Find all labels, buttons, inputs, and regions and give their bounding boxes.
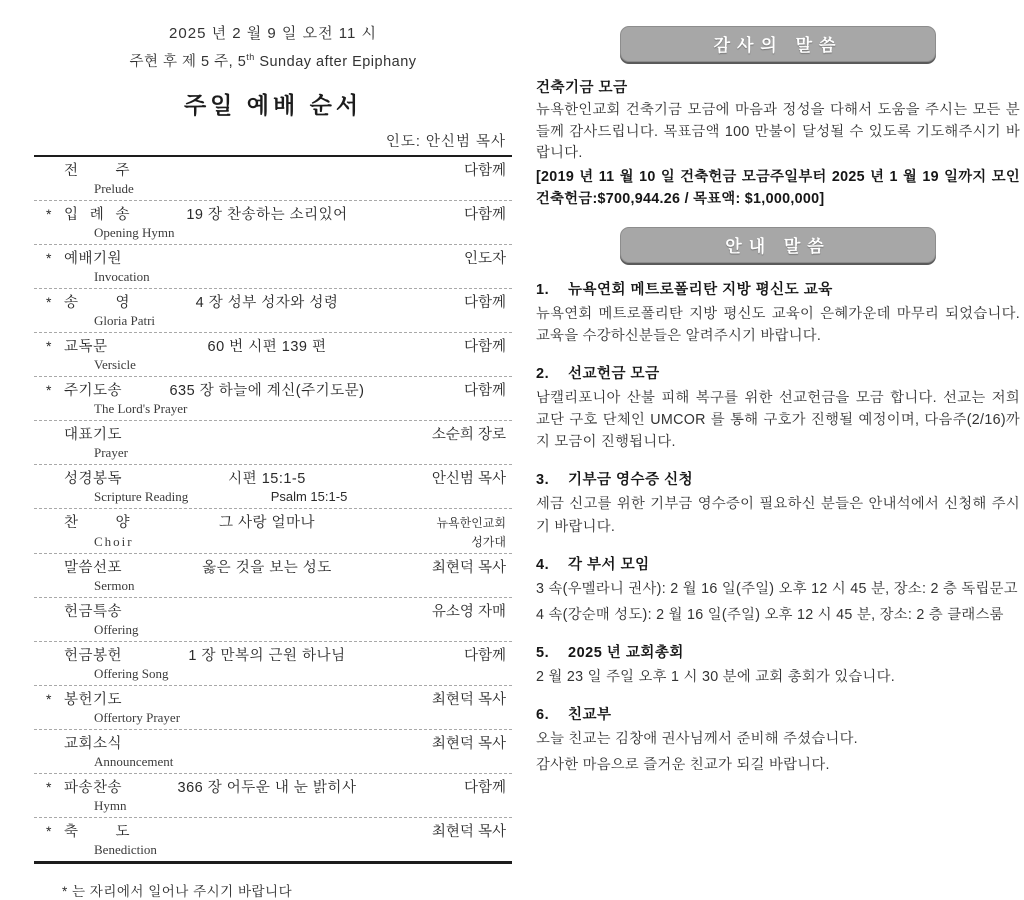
notice-item [536, 553, 1020, 626]
order-item-english: Hymn [94, 798, 127, 813]
order-item-hymn: 366 장 어두운 내 눈 밝히사 [177, 780, 357, 796]
masthead [34, 18, 512, 151]
order-item-korean: 축 도 [64, 824, 130, 840]
stand-asterisk: * [46, 206, 52, 222]
order-item-korean: 송 영 [64, 295, 130, 311]
notice-list [536, 278, 1020, 777]
order-item-english: Versicle [94, 357, 136, 372]
worship-order-row [34, 245, 512, 289]
order-item-leader: 인도자 [463, 251, 506, 267]
worship-order-row [34, 686, 512, 730]
order-item-leader: 유소영 자매 [431, 604, 506, 620]
thanks-heading: 건축기금 모금 [536, 80, 628, 96]
order-row-line1 [34, 467, 506, 488]
order-row-line1 [34, 732, 506, 753]
order-item-korean: 헌금봉헌 [64, 648, 123, 664]
worship-order-column [34, 18, 512, 900]
worship-order-row [34, 289, 512, 333]
notice-body-line: 감사한 마음으로 즐거운 친교가 되길 바랍니다. [536, 757, 830, 774]
worship-order-row [34, 201, 512, 245]
notice-number: 5. [536, 645, 550, 661]
order-item-leader: 다함께 [463, 163, 506, 179]
service-datetime: 2025 년 2 월 9 일 오전 11 시 [169, 25, 377, 42]
order-item-leader: 최현덕 목사 [431, 560, 506, 576]
order-item-korean: 봉헌기도 [64, 692, 123, 708]
order-row-line1 [34, 335, 506, 356]
notice-number: 1. [536, 281, 550, 298]
notice-title: 뉴욕연회 메트로폴리탄 지방 평신도 교육 [568, 281, 833, 298]
order-item-english: Offering [94, 622, 139, 637]
notice-item [536, 468, 1020, 537]
notice-body-line: 3 속(우멜라니 권사): 2 월 16 일(주일) 오후 12 시 45 분, 장소: 2 층 독립문고 [536, 580, 1018, 597]
order-item-hymn-sub: Psalm 15:1-5 [270, 489, 348, 504]
worship-order-row [34, 818, 512, 861]
worship-order-row [34, 157, 512, 201]
order-item-english: Gloria Patri [94, 313, 156, 328]
order-item-leader: 최현덕 목사 [431, 692, 506, 708]
order-item-english: The Lord's Prayer [94, 401, 188, 416]
week-korean: 주현 후 제 5 주, 5 [129, 54, 247, 70]
order-row-line1 [34, 423, 506, 444]
order-item-leader: 최현덕 목사 [431, 736, 506, 752]
notice-title: 친교부 [568, 707, 612, 724]
order-item-korean: 주기도송 [64, 383, 123, 399]
order-item-korean: 찬 양 [64, 515, 130, 531]
notice-heading [536, 641, 1020, 662]
order-item-hymn: 옳은 것을 보는 성도 [202, 560, 332, 576]
order-row-line2 [34, 401, 506, 417]
order-item-english: Scripture Reading [94, 489, 189, 504]
order-item-leader-sub: 성가대 [471, 535, 506, 549]
order-row-line2 [34, 710, 506, 726]
order-row-line2 [34, 445, 506, 461]
notice-number: 6. [536, 707, 550, 724]
notice-number: 2. [536, 365, 550, 382]
order-item-korean: 헌금특송 [64, 604, 123, 620]
notice-heading [536, 468, 1020, 489]
order-row-line1 [34, 291, 506, 312]
order-row-line2 [34, 842, 506, 858]
notice-item [536, 641, 1020, 688]
order-item-english: Benediction [94, 842, 157, 857]
order-row-line1 [34, 600, 506, 621]
notice-item [536, 278, 1020, 347]
worship-order-row [34, 377, 512, 421]
order-item-leader: 소순희 장로 [431, 427, 506, 443]
notice-heading [536, 362, 1020, 383]
order-row-line1 [34, 247, 506, 268]
order-item-english: Prayer [94, 445, 128, 460]
order-item-english: Offering Song [94, 666, 169, 681]
order-row-line1 [34, 556, 506, 577]
service-leader: 인도: 안신범 목사 [385, 134, 506, 150]
order-item-hymn: 60 번 시편 139 편 [207, 339, 327, 355]
order-row-line2 [34, 798, 506, 814]
order-row-line1 [34, 379, 506, 400]
building-fund-status: [2019 년 11 월 10 일 건축헌금 모금주일부터 2025 년 1 월 19 일까지 모인 건축헌금:$700,944.26 / 목표액: $1,000,000] [536, 169, 1020, 207]
order-item-english: Opening Hymn [94, 225, 175, 240]
order-item-korean: 교독문 [64, 339, 108, 355]
order-row-line1 [34, 203, 506, 224]
order-item-english: Offertory Prayer [94, 710, 181, 725]
notice-heading [536, 553, 1020, 574]
order-item-leader: 뉴욕한인교회 [436, 516, 506, 530]
order-row-line2 [34, 181, 506, 197]
order-item-leader: 다함께 [463, 339, 506, 355]
order-row-line2 [34, 578, 506, 594]
notice-heading [536, 278, 1020, 299]
worship-order-row [34, 465, 512, 509]
stand-asterisk: * [46, 779, 52, 795]
order-item-leader: 다함께 [463, 383, 506, 399]
notice-item [536, 362, 1020, 453]
week-ordinal-suffix: th [246, 52, 255, 63]
stand-asterisk: * [46, 250, 52, 266]
order-item-english: Prelude [94, 181, 134, 196]
notice-body-line: 세금 신고를 위한 기부금 영수증이 필요하신 분들은 안내석에서 신청해 주시기 바랍니다. [536, 496, 1020, 535]
notice-title: 2025 년 교회총회 [568, 645, 684, 661]
order-item-leader: 다함께 [463, 648, 506, 664]
notice-title: 각 부서 모임 [568, 556, 650, 573]
worship-order-row [34, 509, 512, 554]
stand-asterisk: * [46, 823, 52, 839]
order-item-english: Invocation [94, 269, 150, 284]
order-item-korean: 예배기원 [64, 251, 123, 267]
notice-number: 3. [536, 472, 550, 489]
order-item-korean: 성경봉독 [64, 471, 123, 487]
order-row-line1 [34, 159, 506, 180]
notice-body-line: 2 월 23 일 주일 오후 1 시 30 분에 교회 총회가 있습니다. [536, 669, 896, 685]
order-item-english: Sermon [94, 578, 135, 593]
order-item-english: Announcement [94, 754, 174, 769]
announcements-column [536, 18, 1024, 900]
order-item-leader: 다함께 [463, 207, 506, 223]
notice-body-line: 오늘 친교는 김창애 권사님께서 준비해 주셨습니다. [536, 731, 858, 748]
order-row-line2 [34, 357, 506, 373]
stand-asterisk: * [46, 338, 52, 354]
notice-item [536, 703, 1020, 776]
stand-footnote: * 는 자리에서 일어나 주시기 바랍니다 [62, 884, 293, 899]
order-row-line1 [34, 820, 506, 841]
order-row-line2 [34, 666, 506, 682]
notice-title: 선교헌금 모금 [568, 365, 660, 382]
page-title: 주일 예배 순서 [183, 92, 363, 118]
order-row-line2 [34, 533, 506, 550]
worship-order-row [34, 554, 512, 598]
thanks-banner: 감사의 말씀 [620, 26, 936, 62]
order-row-line2 [34, 622, 506, 638]
worship-order-row [34, 598, 512, 642]
order-item-leader: 최현덕 목사 [431, 824, 506, 840]
order-row-line1 [34, 511, 506, 532]
order-row-line1 [34, 776, 506, 797]
order-item-hymn: 시편 15:1-5 [228, 471, 306, 487]
order-item-hymn: 4 장 성부 성자와 성령 [195, 295, 339, 311]
order-row-line1 [34, 644, 506, 665]
thanks-body: 뉴욕한인교회 건축기금 모금에 마음과 정성을 다해서 도움을 주시는 모든 분들께 감사드립니다. 목표금액 100 만불이 달성될 수 있도록 기도해주시기 바랍니다. [536, 102, 1020, 162]
order-item-hymn: 그 사랑 얼마나 [218, 515, 316, 531]
worship-order-row [34, 642, 512, 686]
notice-title: 기부금 영수증 신청 [568, 472, 694, 489]
worship-order-row [34, 333, 512, 377]
worship-order-row [34, 774, 512, 818]
notice-number: 4. [536, 556, 550, 573]
thanks-section [536, 76, 1020, 211]
order-item-korean: 전 주 [64, 163, 130, 179]
order-item-leader: 다함께 [463, 295, 506, 311]
order-item-hymn: 635 장 하늘에 계신(주기도문) [169, 383, 365, 399]
stand-asterisk: * [46, 294, 52, 310]
order-item-korean: 입 례 송 [64, 207, 130, 223]
worship-order-table [34, 155, 512, 864]
stand-asterisk: * [46, 691, 52, 707]
liturgical-week [34, 50, 512, 71]
order-item-hymn: 1 장 만복의 근원 하나님 [188, 648, 346, 664]
order-row-line2 [34, 225, 506, 241]
notice-body-line: 4 속(강순매 성도): 2 월 16 일(주일) 오후 12 시 45 분, 장소: 2 층 클래스룸 [536, 606, 1004, 623]
notices-banner: 안내 말씀 [620, 227, 936, 263]
order-item-korean: 대표기도 [64, 427, 123, 443]
order-item-english: Choir [94, 534, 134, 549]
order-item-leader: 다함께 [463, 780, 506, 796]
order-item-leader: 안신범 목사 [431, 471, 506, 487]
order-row-line2 [34, 313, 506, 329]
order-item-hymn: 19 장 찬송하는 소리있어 [186, 207, 348, 223]
stand-asterisk: * [46, 382, 52, 398]
worship-order-row [34, 730, 512, 774]
order-row-line1 [34, 688, 506, 709]
order-row-line2 [34, 489, 506, 505]
order-item-korean: 말씀선포 [64, 560, 123, 576]
notice-body-line: 남캘리포니아 산불 피해 복구를 위한 선교헌금을 모금 합니다. 선교는 저희 교단 구호 단체인 UMCOR 를 통해 구호가 진행될 예정이며, 다음주(2/16)까지 모금이 진행됩니다. [536, 389, 1020, 451]
order-item-korean: 파송찬송 [64, 780, 123, 796]
week-english: Sunday after Epiphany [254, 54, 417, 70]
order-row-line2 [34, 269, 506, 285]
notice-heading [536, 703, 1020, 724]
order-row-line2 [34, 754, 506, 770]
order-item-korean: 교회소식 [64, 736, 123, 752]
notice-body-line: 뉴욕연회 메트로폴리탄 지방 평신도 교육이 은혜가운데 마무리 되었습니다. 교육을 수강하신분들은 알려주시기 바랍니다. [536, 305, 1020, 344]
worship-order-row [34, 421, 512, 465]
